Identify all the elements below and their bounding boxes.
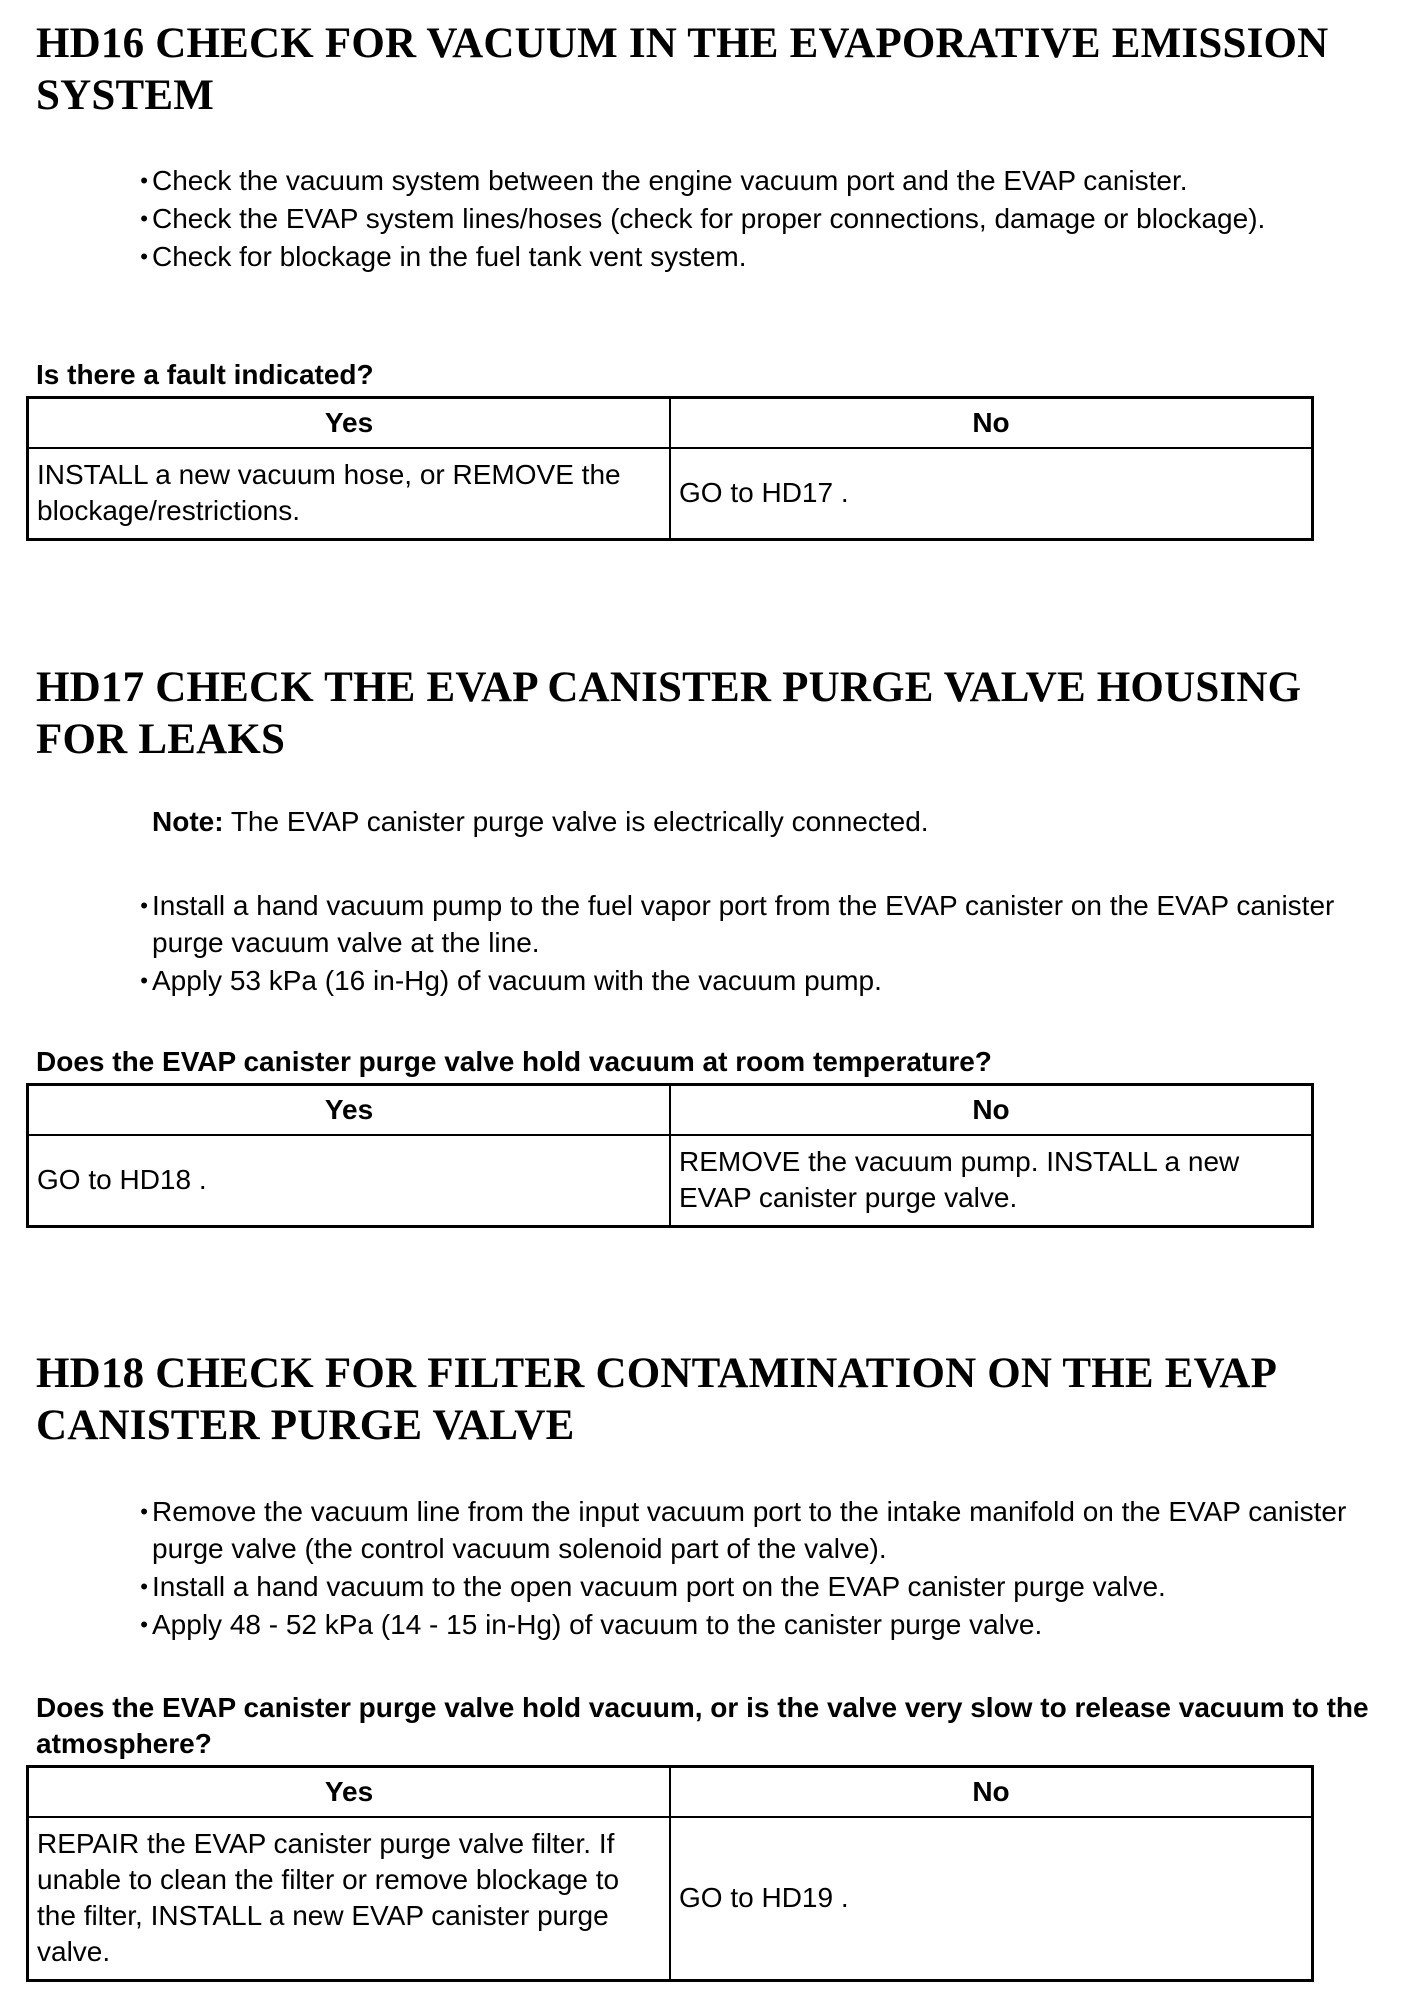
no-cell: GO to HD17 .: [670, 448, 1313, 540]
bullet-dot-icon: •: [140, 244, 148, 269]
no-header: No: [670, 398, 1313, 448]
hd17-answer-table: [26, 1083, 1314, 1228]
table-header-row: [28, 1085, 1313, 1135]
hd17-heading: HD17 CHECK THE EVAP CANISTER PURGE VALVE HOUSING FOR LEAKS: [36, 664, 1302, 763]
hd16-heading: HD16 CHECK FOR VACUUM IN THE EVAPORATIVE EMISSION SYSTEM: [36, 20, 1329, 119]
bullet-dot-icon: •: [140, 1574, 148, 1599]
list-item: • Apply 48 - 52 kPa (14 - 15 in-Hg) of vacuum to the canister purge valve.: [0, 1606, 1392, 1643]
table-row: [28, 1135, 1313, 1227]
hd18-answer-table: [26, 1765, 1314, 1982]
yes-header: Yes: [28, 398, 671, 448]
hd18-heading: HD18 CHECK FOR FILTER CONTAMINATION ON THE EVAP CANISTER PURGE VALVE: [36, 1350, 1275, 1449]
bullet-dot-icon: •: [140, 1612, 148, 1637]
hd17-note: [152, 804, 929, 840]
hd18-bullet-list: [0, 1493, 1392, 1644]
bullet-dot-icon: •: [140, 893, 148, 918]
hd18-question: Does the EVAP canister purge valve hold vacuum, or is the valve very slow to release vacuum to the atmosphere?: [36, 1692, 1369, 1759]
yes-cell: GO to HD18 .: [28, 1135, 671, 1227]
list-item: • Check the vacuum system between the engine vacuum port and the EVAP canister.: [0, 162, 1392, 199]
yes-header: Yes: [28, 1085, 671, 1135]
hd17-question: Does the EVAP canister purge valve hold vacuum at room temperature?: [36, 1046, 992, 1077]
yes-cell: INSTALL a new vacuum hose, or REMOVE the blockage/restrictions.: [28, 448, 671, 540]
yes-cell: REPAIR the EVAP canister purge valve filter. If unable to clean the filter or remove blockage to the filter, INSTALL a new EVAP canister purge valve.: [28, 1817, 671, 1981]
table-row: [28, 448, 1313, 540]
list-item: • Check the EVAP system lines/hoses (check for proper connections, damage or blockage).: [0, 200, 1392, 237]
list-item: • Install a hand vacuum to the open vacuum port on the EVAP canister purge valve.: [0, 1568, 1392, 1605]
no-cell: REMOVE the vacuum pump. INSTALL a new EVAP canister purge valve.: [670, 1135, 1313, 1227]
bullet-dot-icon: •: [140, 168, 148, 193]
list-item: • Install a hand vacuum pump to the fuel vapor port from the EVAP canister on the EVAP canister purge vacuum valve at the line.: [0, 887, 1392, 961]
hd16-question: Is there a fault indicated?: [36, 359, 374, 390]
bullet-dot-icon: •: [140, 1499, 148, 1524]
list-item: • Remove the vacuum line from the input vacuum port to the intake manifold on the EVAP canister purge valve (the control vacuum solenoid part of the valve).: [0, 1493, 1392, 1567]
hd16-answer-table: [26, 396, 1314, 541]
hd17-bullet-list: [0, 887, 1392, 1000]
no-cell: GO to HD19 .: [670, 1817, 1313, 1981]
no-header: No: [670, 1767, 1313, 1817]
table-header-row: [28, 398, 1313, 448]
list-item: • Check for blockage in the fuel tank vent system.: [0, 238, 1392, 275]
list-item: • Apply 53 kPa (16 in-Hg) of vacuum with the vacuum pump.: [0, 962, 1392, 999]
yes-header: Yes: [28, 1767, 671, 1817]
table-row: [28, 1817, 1313, 1981]
bullet-dot-icon: •: [140, 206, 148, 231]
bullet-dot-icon: •: [140, 968, 148, 993]
note-label: Note:: [152, 806, 224, 837]
no-header: No: [670, 1085, 1313, 1135]
hd16-bullet-list: [0, 162, 1392, 276]
table-header-row: [28, 1767, 1313, 1817]
note-text: The EVAP canister purge valve is electrically connected.: [223, 806, 929, 837]
